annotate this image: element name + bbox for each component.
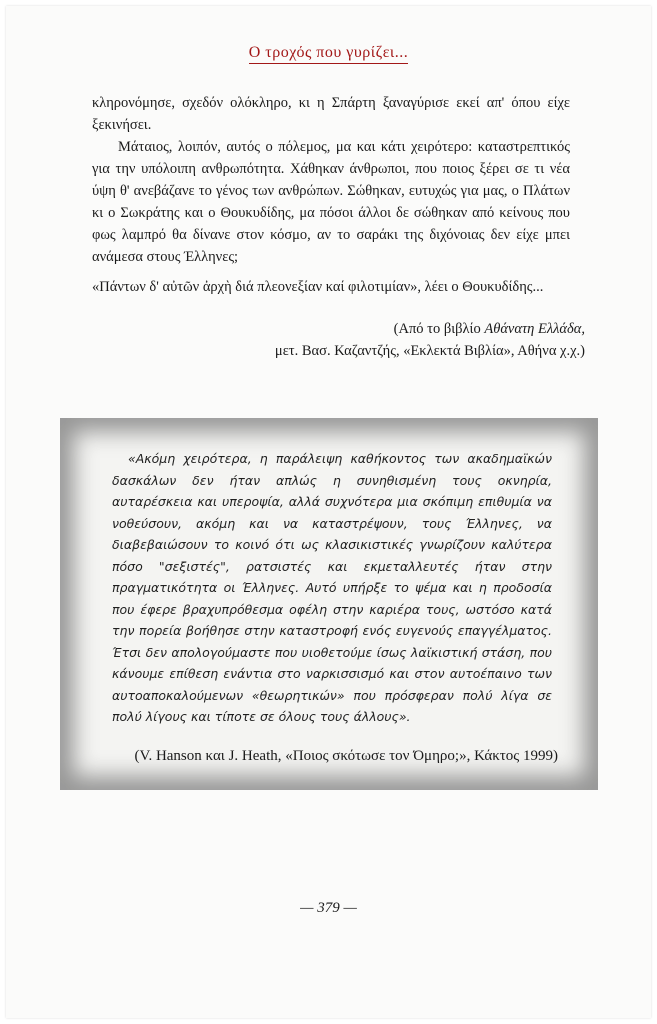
paragraph-continuation: κληρονόμησε, σχεδόν ολόκληρο, κι η Σπάρτη ξαναγύρισε εκεί απ' όπου είχε ξεκινήσει. <box>92 95 570 133</box>
running-header-text: Ο τροχός που γυρίζει... <box>249 44 408 64</box>
quote-box-paragraph: «Ακόμη χειρότερα, η παράλειψη καθήκοντος των ακαδημαϊκών δασκάλων δεν ήταν απλώς η συνηθισμένη τους οκνηρία, αυταρέσκεια και υπεροψία, αλλά συχνότερα μια σκόπιμη επιθυμία να νοθεύσουν, ακόμη και να καταστρέψουν, τους Έλληνες, να διαβεβαιώσουν το κοινό ότι ως κλασικιστικές γνωρίζουν καλύτερα πόσο "σεξιστές", ρατσιστές και εκμεταλλευτές ήταν στην πραγματικότητα οι Έλληνες. Αυτό υπήρξε το ψέμα και η προδοσία που έφερε βραχυπρόθεσμα οφέλη στην καριέρα τους, ωστόσο κατά την πορεία βοήθησε στην καταστροφή ενός ευγενούς επαγγέλματος. Έτσι δεν απολογούμαστε που υιοθετούμε ίσως λαϊκιστική στάση, που κάνουμε επίθεση ενάντια στο ναρκισσισμό και στον αυτοέπαινο των αυτοαποκαλούμενων «θεωρητικών» που πρόσφεραν πολύ λίγα σε πολύ λίγους και τίποτε σε όλους τους άλλους». <box>112 451 552 724</box>
thucydides-quote: «Πάντων δ' αὐτῶν ἀρχὴ διά πλεονεξίαν καί φιλοτιμίαν», λέει ο Θουκυδίδης... <box>92 279 544 295</box>
quote-box-source: (V. Hanson και J. Heath, «Ποιος σκότωσε τον Όμηρο;», Κάκτος 1999) <box>134 748 558 764</box>
quote-box <box>60 418 598 790</box>
page-number: — 379 — <box>300 900 357 916</box>
main-text <box>92 92 570 298</box>
running-header <box>0 44 657 62</box>
paragraph-war: Μάταιος, λοιπόν, αυτός ο πόλεμος, μα και κάτι χειρότερο: καταστρεπτικός για την υπόλοιπη ανθρωπότητα. Χάθηκαν άνθρωποι, που ποιος ξέρει σε τι νέα ύψη θ' ανεβάζανε το γένος των ανθρώπων. Σώθηκαν, ευτυχώς για μας, ο Πλάτων κι ο Σωκράτης και ο Θουκυδίδης, μα πόσοι άλλοι δε σώθηκαν από κείνους που φως λαμπρό θα δίνανε στον κόσμο, αν το σαράκι της διχόνοιας δεν είχε μπει ανάμεσα στους Έλληνες; <box>92 139 570 265</box>
book-citation <box>275 318 585 362</box>
citation-book-title: Αθάνατη Ελλάδα, <box>484 321 585 337</box>
citation-line-2: μετ. Βασ. Καζαντζής, «Εκλεκτά Βιβλία», Αθήνα χ.χ.) <box>274 343 585 359</box>
citation-line-1 <box>275 318 585 340</box>
quote-box-text <box>112 448 552 728</box>
citation-prefix: (Από το βιβλίο <box>393 321 485 337</box>
